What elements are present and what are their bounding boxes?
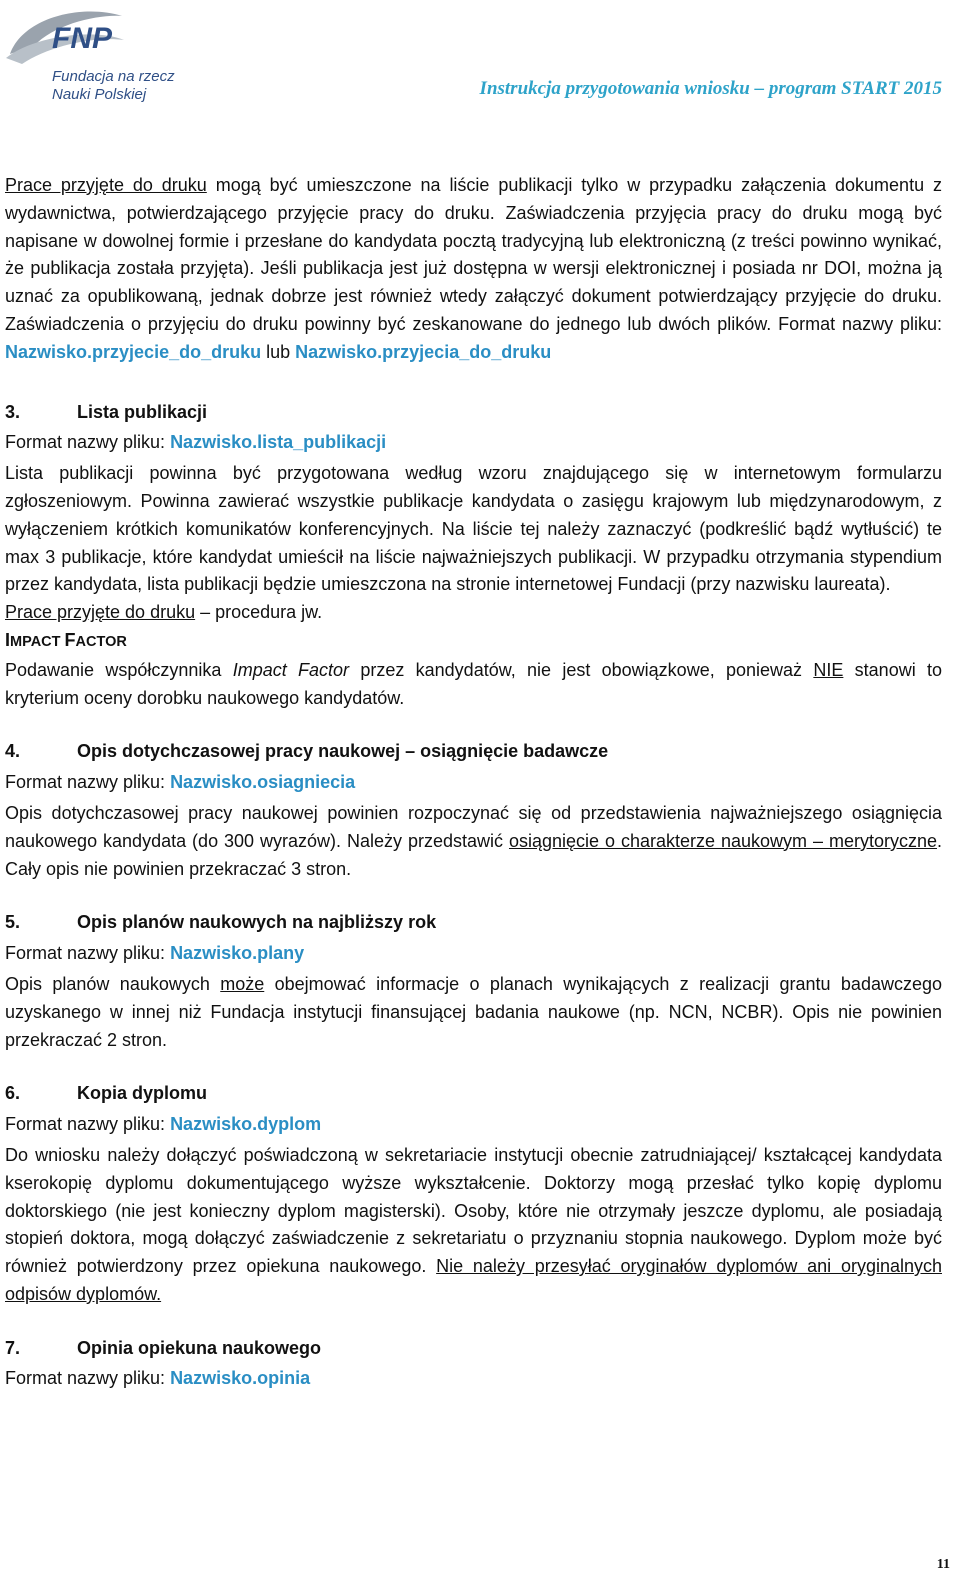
logo-abbr: FNP [52, 22, 112, 55]
accepted-rest: – procedura jw. [195, 602, 323, 623]
section-4-title: Opis dotychczasowej pracy naukowej – osiągnięcie badawcze [77, 741, 609, 762]
section-7-heading [5, 1335, 942, 1363]
page-number: 11 [936, 1557, 950, 1572]
section-5-number: 5. [5, 912, 21, 933]
section-7-format [5, 1365, 942, 1393]
section-3-format [5, 429, 942, 457]
section-4-number: 4. [5, 741, 21, 762]
format-label: Format nazwy pliku: [5, 1114, 171, 1135]
format-label: Format nazwy pliku: [5, 432, 171, 453]
if-text-1: Podawanie współczynnika [5, 659, 233, 680]
format-label: Format nazwy pliku: [5, 943, 171, 964]
section-6-body [5, 1142, 942, 1309]
section-3-title: Lista publikacji [77, 401, 208, 422]
accepted-underlined: Prace przyjęte do druku [5, 602, 196, 623]
intro-paragraph [5, 172, 942, 367]
section-4-body [5, 800, 942, 883]
s6-text-1: Do wniosku należy dołączyć poświadczoną w sekretariacie instytucji obecnie zatrudniającej/ kształcącej kandydata kserokopię dyplomu dokumentującego wyższe wykształcenie. Doktorzy mogą przesłać tylko kopię dyplomu doktorskiego (nie jest konieczny dyplom magisterski). Osoby, które nie otrzymały jeszcze dyplomu, ale posiadają stopień doktora, mogą dołączyć zaświadczenie z sekretariatu o przyznaniu stopnia naukowego. Dyplom może być również potwierdzony przez opiekuna naukowego. [5, 1144, 942, 1277]
s5-underlined: może [220, 973, 265, 994]
format-label: Format nazwy pliku: [5, 772, 171, 793]
section-4-heading [5, 738, 942, 766]
intro-text: mogą być umieszczone na liście publikacji tylko w przypadku załączenia dokumentu z wydawnictwa, potwierdzającego przyjęcie pracy do druku. Zaświadczenia przyjęcia pracy do druku mogą być napisane w dowolnej formie i przesłane do kandydata pocztą tradycyjną lub elektroniczną (z treści powinno wynikać, że publikacja została przyjęta). Jeśli publikacja jest już dostępna w wersji elektronicznej i posiada nr DOI, można ją uznać za opublikowaną, jednak dobrze jest również wtedy załączyć dokument potwierdzający przyjęcie do druku. Zaświadczenia o przyjęciu do druku powinny być zeskanowane do jednego lub dwóch plików. Format nazwy pliku: [5, 175, 942, 334]
filename-opinia: Nazwisko.opinia [170, 1368, 311, 1389]
filename-przyjecia: Nazwisko.przyjecia_do_druku [295, 341, 552, 362]
intro-or: lub [261, 341, 296, 362]
if-cap-f: F [64, 629, 76, 650]
if-italic: Impact Factor [232, 659, 350, 680]
fnp-logo [4, 6, 204, 116]
section-4-format [5, 769, 942, 797]
filename-osiagniecia: Nazwisko.osiagniecia [170, 772, 356, 793]
logo-line-2: Nauki Polskiej [52, 86, 147, 103]
impact-factor-body [5, 657, 942, 713]
if-small-1: MPACT [10, 633, 65, 650]
section-5-heading [5, 909, 942, 937]
section-6-format [5, 1111, 942, 1139]
s6-underlined: Nie należy przesyłać oryginałów dyplomów ani oryginalnych odpisów dyplomów. [5, 1256, 942, 1304]
filename-dyplom: Nazwisko.dyplom [170, 1114, 322, 1135]
document-header-title: Instrukcja przygotowania wniosku – program START 2015 [479, 78, 942, 99]
section-6-heading [5, 1080, 942, 1108]
format-label: Format nazwy pliku: [5, 1368, 171, 1389]
section-6-title: Kopia dyplomu [77, 1083, 207, 1104]
filename-plany: Nazwisko.plany [170, 943, 305, 964]
if-cap-i: I [5, 629, 11, 650]
impact-factor-heading [5, 627, 942, 657]
document-body [5, 172, 942, 1396]
if-text-2: przez kandydatów, nie jest obowiązkowe, ponieważ [349, 659, 814, 680]
section-3-body: Lista publikacji powinna być przygotowana według wzoru znajdującego się w internetowym formularzu zgłoszeniowym. Powinna zawierać wszystkie publikacje kandydata o zasięgu krajowym lub międzynarodowym, z wyłączeniem krótkich komunikatów konferencyjnych. Na liście tej należy zaznaczyć (podkreślić bądź wytłuścić) te max 3 publikacje, które kandydat umieścił na liście najważniejszych publikacji. W przypadku otrzymania stypendium przez kandydata, lista publikacji będzie umieszczona na stronie internetowej Fundacji (przy nazwisku laureata). [5, 463, 942, 595]
logo-line-1: Fundacja na rzecz [52, 68, 175, 85]
s4-underlined: osiągnięcie o charakterze naukowym – merytoryczne [508, 830, 937, 851]
filename-lista: Nazwisko.lista_publikacji [170, 432, 387, 453]
fnp-logo-mark [4, 6, 204, 68]
intro-underlined: Prace przyjęte do druku [5, 175, 207, 195]
section-5-format [5, 940, 942, 968]
if-nie: NIE [813, 659, 844, 680]
section-6-number: 6. [5, 1083, 21, 1104]
s5-text-2: obejmować informacje o planach wynikających z realizacji grantu badawczego uzyskanego w innej niż Fundacja instytucji finansującej badania naukowe (np. NCN, NCBR). Opis nie powinien przekraczać 2 stron. [5, 973, 942, 1050]
section-3-accepted [5, 599, 942, 627]
s4-text-2: . Cały opis nie powinien przekraczać 3 stron. [5, 830, 942, 879]
section-7-number: 7. [5, 1337, 21, 1358]
s5-text-1: Opis planów naukowych [5, 973, 221, 994]
section-5-title: Opis planów naukowych na najbliższy rok [77, 912, 437, 933]
filename-przyjecie: Nazwisko.przyjecie_do_druku [5, 341, 262, 362]
if-text-3: stanowi to kryterium oceny dorobku naukowego kandydatów. [5, 659, 943, 708]
if-small-2: ACTOR [75, 633, 127, 650]
section-3-heading [5, 399, 942, 427]
section-3-number: 3. [5, 401, 21, 422]
section-7-title: Opinia opiekuna naukowego [77, 1337, 322, 1358]
s4-text-1: Opis dotychczasowej pracy naukowej powinien rozpoczynać się od przedstawienia najważniejszego osiągnięcia naukowego kandydata (do 300 wyrazów). Należy przedstawić [5, 802, 942, 851]
section-5-body [5, 971, 942, 1054]
